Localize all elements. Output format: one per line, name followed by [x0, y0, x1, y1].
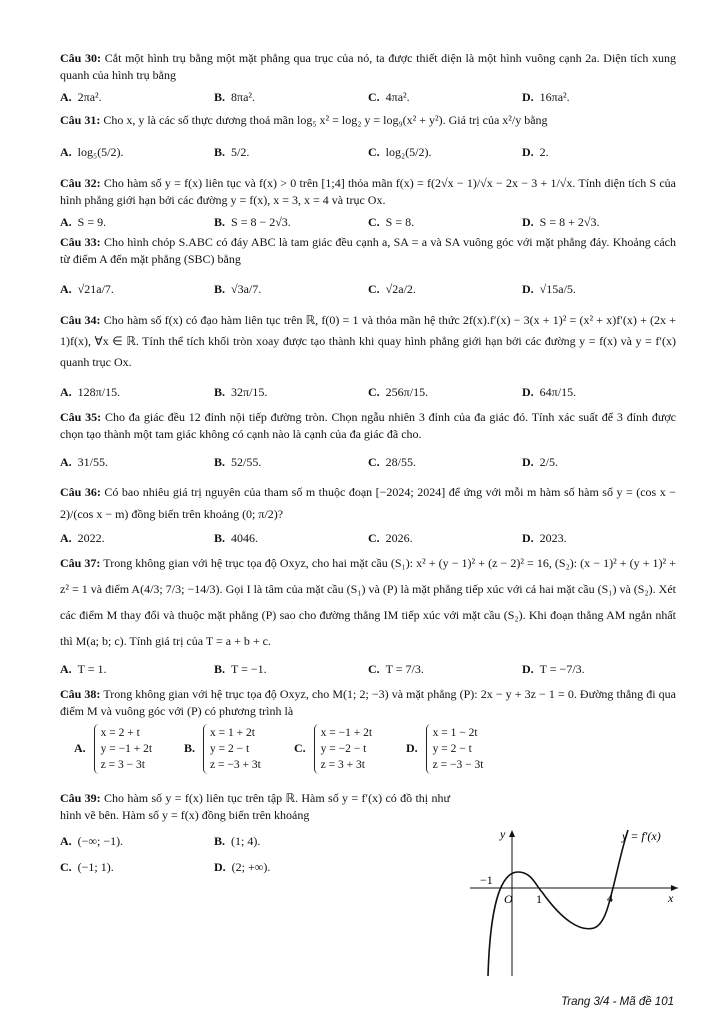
option-value: √15a/5. [539, 282, 576, 296]
option-d[interactable] [522, 383, 676, 401]
eq-line: x = 1 + 2t [210, 727, 255, 739]
option-a[interactable] [60, 383, 214, 401]
eq-line: y = 2 − t [432, 743, 472, 755]
option-value: √21a/7. [77, 282, 114, 296]
option-value: 16πa². [539, 90, 570, 104]
tick-label-neg1: −1 [480, 873, 493, 887]
options-35 [60, 453, 676, 471]
option-value: 8πa². [231, 90, 255, 104]
question-33 [60, 234, 676, 268]
option-a[interactable] [74, 724, 184, 774]
option-value: S = 8 + 2√3. [539, 215, 600, 229]
option-a[interactable] [60, 832, 214, 850]
option-letter: A. [60, 282, 72, 296]
option-b[interactable] [214, 143, 368, 161]
option-letter: A. [60, 145, 72, 159]
question-label: Câu 35: [60, 410, 102, 424]
question-label: Câu 31: [60, 113, 101, 127]
question-label: Câu 34: [60, 313, 101, 327]
eq-line: y = −1 + 2t [100, 743, 153, 755]
exam-page [60, 50, 676, 879]
option-d[interactable] [406, 724, 518, 774]
y-axis-arrow [509, 830, 515, 837]
origin-label: O [504, 892, 513, 906]
option-letter: B. [214, 90, 226, 104]
option-value: T = 7/3. [385, 662, 424, 676]
option-b[interactable] [214, 832, 368, 850]
question-text: Cho đa giác đều 12 đỉnh nội tiếp đường tròn. Chọn ngẫu nhiên 3 đỉnh của đa giác đó. Tính xác suất để 3 đỉnh được chọn tạo thành một tam giác không có cạnh nào là cạnh của đa giác đã cho. [60, 410, 677, 441]
option-value: √3a/7. [231, 282, 262, 296]
eq-line: z = 3 + 3t [320, 759, 365, 771]
options-36 [60, 529, 676, 547]
option-value: 5/2. [231, 145, 250, 159]
option-a[interactable] [60, 88, 214, 106]
option-letter: B. [184, 740, 196, 755]
option-value: 32π/15. [231, 385, 268, 399]
option-letter: D. [522, 145, 534, 159]
option-d[interactable] [522, 529, 676, 547]
option-letter: D. [522, 662, 534, 676]
option-value: 4046. [231, 531, 259, 545]
question-text: Cho hàm số y = f(x) liên tục và f(x) > 0 trên [1;4] thỏa mãn f(x) = f(2√x − 1)/√x − 2x − 3 + 1/√x. Tính diện tích S của hình phẳng giới hạn bởi các đường y = f(x), x = 3, x = 4 và trục Ox. [60, 176, 677, 207]
option-value: (1; 4). [231, 834, 261, 848]
option-d[interactable] [522, 213, 676, 231]
question-37 [60, 550, 676, 654]
option-value: 2. [539, 145, 549, 159]
options-38 [74, 724, 676, 774]
option-value: 31/55. [77, 455, 109, 469]
eq-line: z = −3 − 3t [432, 759, 484, 771]
system-brace [203, 724, 261, 774]
tick-label-4: 4 [607, 891, 613, 905]
option-value: S = 9. [77, 215, 107, 229]
option-a[interactable] [60, 280, 214, 298]
option-letter: A. [74, 740, 86, 755]
option-value: log₂(5/2). [385, 145, 432, 159]
eq-line: x = −1 + 2t [320, 727, 373, 739]
option-letter: A. [60, 90, 72, 104]
option-b[interactable] [214, 88, 368, 106]
option-letter: C. [294, 740, 306, 755]
option-value: log₅(5/2). [77, 145, 124, 159]
tick-label-1: 1 [536, 892, 542, 906]
question-label: Câu 39: [60, 791, 101, 805]
option-letter: A. [60, 662, 72, 676]
option-b[interactable] [214, 280, 368, 298]
option-letter: B. [214, 385, 226, 399]
option-d[interactable] [522, 143, 676, 161]
option-value: 2026. [385, 531, 413, 545]
option-a[interactable] [60, 213, 214, 231]
option-letter: C. [368, 385, 380, 399]
question-text: Cho x, y là các số thực dương thoả mãn log₅ x² = log₂ y = log₉(x² + y²). Giá trị của x²/y bằng [103, 113, 548, 127]
page-footer: Trang 3/4 - Mã đề 101 [561, 996, 674, 1008]
x-axis-label: x [668, 891, 674, 905]
question-38 [60, 686, 676, 720]
option-letter: D. [522, 531, 534, 545]
option-d[interactable] [214, 858, 368, 876]
option-value: (2; +∞). [231, 860, 271, 874]
option-d[interactable] [522, 453, 676, 471]
option-value: 2023. [539, 531, 567, 545]
option-letter: C. [368, 90, 380, 104]
option-value: 256π/15. [385, 385, 429, 399]
option-value: 4πa². [385, 90, 410, 104]
y-axis-label: y [500, 828, 506, 841]
option-letter: C. [60, 860, 72, 874]
option-letter: D. [522, 455, 534, 469]
question-label: Câu 30: [60, 51, 102, 65]
question-39 [60, 790, 450, 824]
option-value: 2022. [77, 531, 105, 545]
option-letter: C. [368, 531, 380, 545]
option-letter: D. [406, 740, 418, 755]
option-d[interactable] [522, 280, 676, 298]
options-37 [60, 660, 676, 678]
option-value: 52/55. [231, 455, 262, 469]
option-value: T = −1. [231, 662, 267, 676]
eq-line: x = 2 + t [100, 727, 140, 739]
eq-line: z = 3 − 3t [100, 759, 145, 771]
options-31 [60, 143, 676, 161]
option-b[interactable] [214, 660, 368, 678]
option-letter: A. [60, 531, 72, 545]
option-letter: C. [368, 282, 380, 296]
option-b[interactable] [214, 453, 368, 471]
system-brace [94, 724, 152, 774]
option-b[interactable] [214, 383, 368, 401]
option-d[interactable] [522, 88, 676, 106]
question-31 [60, 112, 676, 129]
option-a[interactable] [60, 529, 214, 547]
question-36 [60, 481, 676, 525]
system-brace [314, 724, 372, 774]
question-30 [60, 50, 676, 84]
option-letter: D. [522, 385, 534, 399]
question-34 [60, 310, 676, 373]
options-32 [60, 213, 676, 231]
eq-line: z = −3 + 3t [210, 759, 261, 771]
option-c[interactable] [368, 280, 522, 298]
options-33 [60, 280, 676, 298]
curve-label: y = f′(x) [622, 829, 661, 843]
question-label: Câu 33: [60, 235, 101, 249]
option-b[interactable] [214, 213, 368, 231]
question-label: Câu 38: [60, 687, 101, 701]
option-c[interactable] [368, 143, 522, 161]
option-letter: B. [214, 145, 226, 159]
option-letter: C. [368, 662, 380, 676]
option-letter: D. [522, 90, 534, 104]
eq-line: y = 2 − t [210, 743, 250, 755]
option-c[interactable] [368, 453, 522, 471]
option-c[interactable] [294, 724, 406, 774]
derivative-graph [470, 828, 680, 978]
option-letter: A. [60, 215, 72, 229]
option-value: √2a/2. [385, 282, 416, 296]
options-34 [60, 383, 676, 401]
option-letter: A. [60, 834, 72, 848]
option-letter: B. [214, 455, 226, 469]
option-letter: B. [214, 531, 226, 545]
option-value: 2πa². [77, 90, 102, 104]
option-b[interactable] [184, 724, 294, 774]
option-letter: C. [368, 215, 380, 229]
system-brace [426, 724, 484, 774]
option-c[interactable] [368, 660, 522, 678]
option-value: S = 8. [385, 215, 415, 229]
question-text: Trong không gian với hệ trục tọa độ Oxyz, cho M(1; 2; −3) và mặt phẳng (P): 2x − y + 3z − 1 = 0. Đường thẳng đi qua điểm M và vuông góc với (P) có phương trình là [60, 687, 676, 718]
question-label: Câu 32: [60, 176, 101, 190]
option-letter: D. [522, 282, 534, 296]
option-letter: B. [214, 282, 226, 296]
option-letter: B. [214, 215, 226, 229]
question-text: Cho hàm số y = f(x) liên tục trên tập ℝ. Hàm số y = f′(x) có đồ thị như hình vẽ bên. Hàm số y = f(x) đồng biến trên khoảng [60, 791, 450, 822]
option-value: 64π/15. [539, 385, 577, 399]
question-32 [60, 175, 676, 209]
option-c[interactable] [368, 383, 522, 401]
question-text: Cho hình chóp S.ABC có đáy ABC là tam giác đều cạnh a, SA = a và SA vuông góc với mặt phẳng đáy. Khoảng cách từ điểm A đến mặt phẳng (SBC) bằng [60, 235, 676, 266]
option-c[interactable] [368, 88, 522, 106]
option-a[interactable] [60, 453, 214, 471]
option-letter: D. [522, 215, 534, 229]
option-letter: C. [368, 145, 380, 159]
option-c[interactable] [60, 858, 214, 876]
option-value: S = 8 − 2√3. [231, 215, 291, 229]
option-c[interactable] [368, 529, 522, 547]
option-value: (−∞; −1). [77, 834, 124, 848]
question-text: Cho hàm số f(x) có đạo hàm liên tục trên ℝ, f(0) = 1 và thỏa mãn hệ thức 2f(x).f′(x) − 3(x + 1)² = (x² + x)f′(x) + (2x + 1)f(x), ∀x ∈ ℝ. Tính thể tích khối tròn xoay được tạo thành khi quay hình phẳng giới hạn bởi các đường y = f(x) và y = f′(x) quanh trục Ox. [60, 313, 677, 369]
option-value: T = 1. [77, 662, 107, 676]
option-letter: B. [214, 662, 226, 676]
option-c[interactable] [368, 213, 522, 231]
option-letter: A. [60, 385, 72, 399]
question-text: Trong không gian với hệ trục tọa độ Oxyz, cho hai mặt cầu (S₁): x² + (y − 1)² + (z − 2)² = 16, (S₂): (x − 1)² + (y + 1)² + z² = 1 và điểm A(4/3; 7/3; −14/3). Gọi I là tâm của mặt cầu (S₁) và (P) là mặt phẳng tiếp xúc với cả hai mặt cầu (S₁) và (S₂). Xét các điểm M thay đổi và thuộc mặt phẳng (P) sao cho đường thẳng IM tiếp xúc với mặt cầu (S₂). Khi đoạn thẳng AM ngắn nhất thì M(a; b; c). Tính giá trị của T = a + b + c. [60, 556, 676, 648]
option-a[interactable] [60, 660, 214, 678]
options-30 [60, 88, 676, 106]
option-letter: C. [368, 455, 380, 469]
option-value: (−1; 1). [77, 860, 114, 874]
question-text: Có bao nhiêu giá trị nguyên của tham số m thuộc đoạn [−2024; 2024] để ứng với mỗi m hàm số hàm số y = (cos x − 2)/(cos x − m) đồng biến trên khoảng (0; π/2)? [60, 485, 677, 521]
option-value: 128π/15. [77, 385, 121, 399]
question-label: Câu 37: [60, 556, 101, 570]
question-label: Câu 36: [60, 485, 101, 499]
eq-line: y = −2 − t [320, 743, 367, 755]
option-d[interactable] [522, 660, 676, 678]
option-value: T = −7/3. [539, 662, 585, 676]
option-a[interactable] [60, 143, 214, 161]
option-letter: D. [214, 860, 226, 874]
option-b[interactable] [214, 529, 368, 547]
option-letter: A. [60, 455, 72, 469]
option-value: 28/55. [385, 455, 417, 469]
option-letter: B. [214, 834, 226, 848]
question-text: Cắt một hình trụ bằng một mặt phẳng qua trục của nó, ta được thiết diện là một hình vuông cạnh 2a. Diện tích xung quanh của hình trụ bằng [60, 51, 677, 82]
question-35 [60, 409, 676, 443]
option-value: 2/5. [539, 455, 559, 469]
eq-line: x = 1 − 2t [432, 727, 478, 739]
